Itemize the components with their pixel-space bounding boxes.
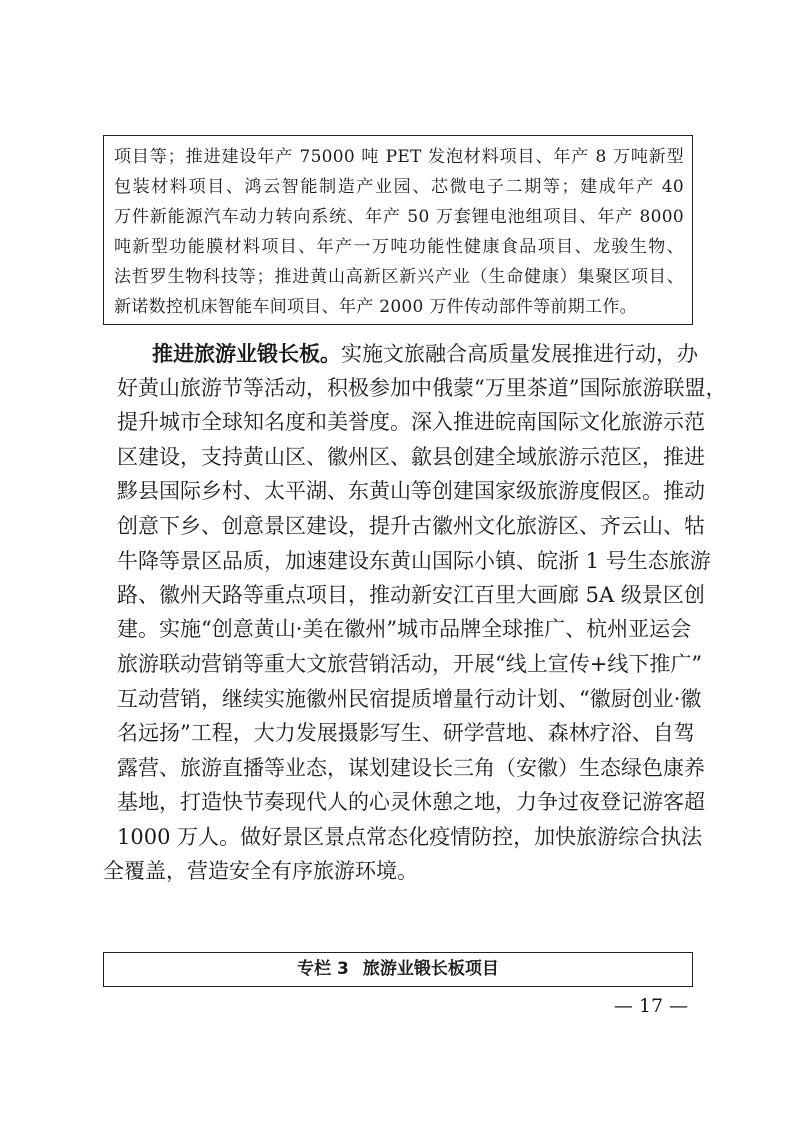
paragraph-line: 1000 万人。做好景区景点常态化疫情防控，加快旅游综合执法 — [117, 825, 703, 849]
paragraph-line: 黟县国际乡村、太平湖、东黄山等创建国家级旅游度假区。推动 — [117, 479, 705, 503]
page-number: — 17 — — [613, 995, 689, 1017]
paragraph-line: 全覆盖，营造安全有序旅游环境。 — [103, 859, 418, 883]
paragraph-line: 牛降等景区品质，加速建设东黄山国际小镇、皖浙 1 号生态旅游 — [117, 549, 711, 573]
project-list-line: 万件新能源汽车动力转向系统、年产 50 万套锂电池组项目、年产 8000 — [114, 207, 684, 227]
column-title: 旅游业锻长板项目 — [362, 959, 499, 979]
paragraph-line: 互动营销，继续实施徽州民宿提质增量行动计划、“徽厨创业·徽 — [117, 687, 702, 711]
paragraph-line: 提升城市全球知名度和美誉度。深入推进皖南国际文化旅游示范 — [117, 410, 705, 434]
paragraph-heading: 推进旅游业锻长板。 — [152, 342, 341, 366]
project-list-line: 包装材料项目、鸿云智能制造产业园、芯微电子二期等；建成年产 40 — [114, 177, 684, 197]
paragraph-first-line — [152, 341, 698, 367]
project-list-box — [103, 135, 693, 325]
project-list-line: 项目等；推进建设年产 75000 吨 PET 发泡材料项目、年产 8 万吨新型 — [114, 147, 684, 167]
paragraph-line: 建。实施“创意黄山·美在徽州”城市品牌全球推广、杭州亚运会 — [117, 617, 692, 641]
paragraph-line: 路、徽州天路等重点项目，推动新安江百里大画廊 5A 级景区创 — [117, 583, 705, 607]
paragraph-line: 旅游联动营销等重大文旅营销活动，开展“线上宣传+线下推广” — [117, 652, 703, 676]
project-list-line: 法哲罗生物科技等；推进黄山高新区新兴产业（生命健康）集聚区项目、 — [114, 267, 684, 287]
paragraph-line: 创意下乡、创意景区建设，提升古徽州文化旅游区、齐云山、牯 — [117, 514, 705, 538]
paragraph-line: 区建设，支持黄山区、徽州区、歙县创建全域旅游示范区，推进 — [117, 445, 705, 469]
paragraph-line: 实施文旅融合高质量发展推进行动，办 — [341, 342, 698, 366]
project-list-line: 新诺数控机床智能车间项目、年产 2000 万件传动部件等前期工作。 — [114, 297, 637, 317]
paragraph-line: 基地，打造快节奏现代人的心灵休憩之地，力争过夜登记游客超 — [117, 790, 705, 814]
column-3-title-box — [103, 952, 693, 987]
paragraph-line: 好黄山旅游节等活动，积极参加中俄蒙“万里茶道”国际旅游联盟， — [117, 376, 727, 400]
project-list-line: 吨新型功能膜材料项目、年产一万吨功能性健康食品项目、龙骏生物、 — [114, 237, 684, 257]
column-label: 专栏 3 — [297, 959, 349, 979]
paragraph-line: 名远扬”工程，大力发展摄影写生、研学营地、森林疗浴、自驾 — [117, 721, 695, 745]
paragraph-line: 露营、旅游直播等业态，谋划建设长三角（安徽）生态绿色康养 — [117, 756, 705, 780]
